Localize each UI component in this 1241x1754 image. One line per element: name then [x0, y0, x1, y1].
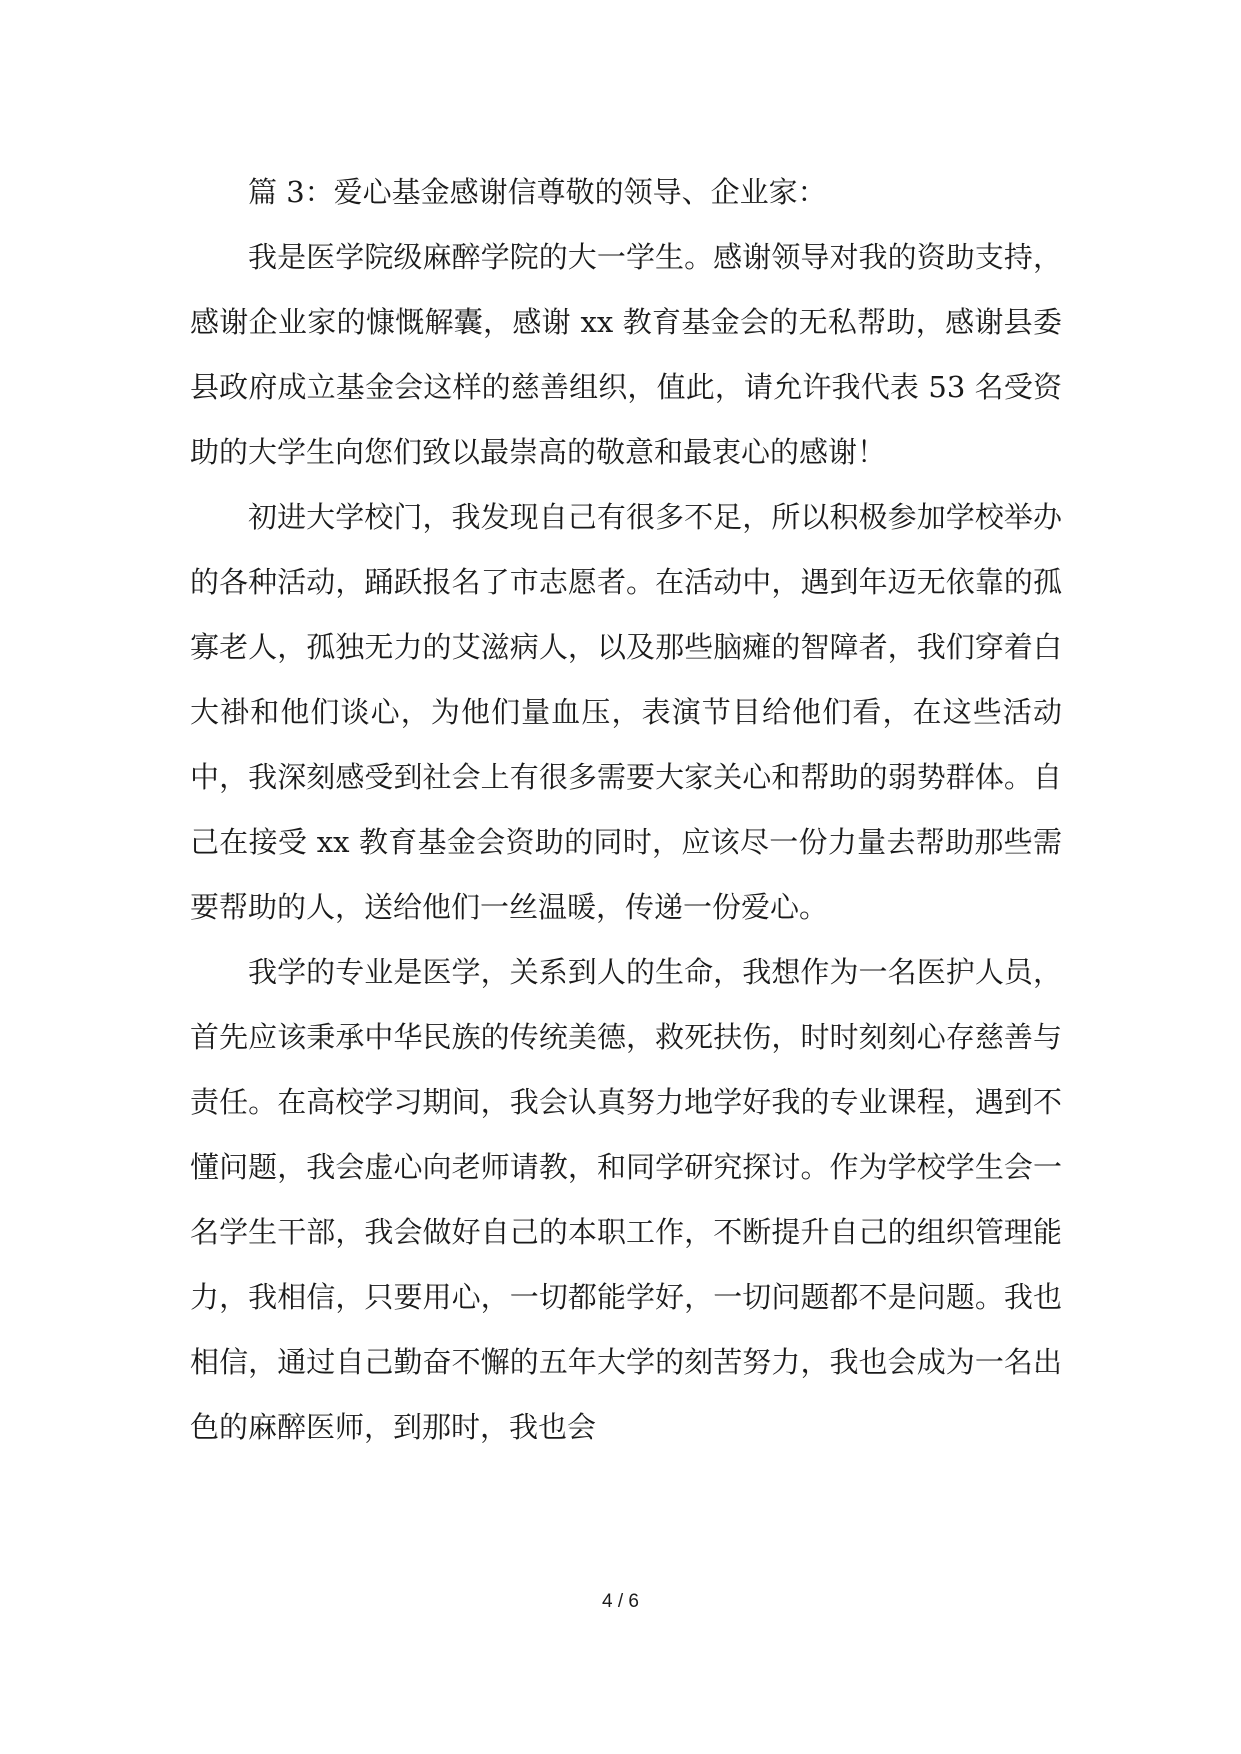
paragraph-2: 初进大学校门，我发现自己有很多不足，所以积极参加学校举办的各种活动，踊跃报名了市志愿者。在活动中，遇到年迈无依靠的孤寡老人，孤独无力的艾滋病人，以及那些脑瘫的智障者，我们穿着白大褂和他们谈心，为他们量血压，表演节目给他们看，在这些活动中，我深刻感受到社会上有很多需要大家关心和帮助的弱势群体。自己在接受 xx 教育基金会资助的同时，应该尽一份力量去帮助那些需要帮助的人，送给他们一丝温暖，传递一份爱心。 — [190, 500, 1062, 924]
page-number: 4 / 6 — [602, 1591, 639, 1612]
paragraph-1: 我是医学院级麻醉学院的大一学生。感谢领导对我的资助支持，感谢企业家的慷慨解囊，感谢 xx 教育基金会的无私帮助，感谢县委县政府成立基金会这样的慈善组织，值此，请允许我代表 53 名受资助的大学生向您们致以最崇高的敬意和最衷心的感谢！ — [190, 240, 1062, 469]
section-heading: 篇 3：爱心基金感谢信尊敬的领导、企业家： — [248, 175, 827, 209]
paragraph-3: 我学的专业是医学，关系到人的生命，我想作为一名医护人员，首先应该秉承中华民族的传统美德，救死扶伤，时时刻刻心存慈善与责任。在高校学习期间，我会认真努力地学好我的专业课程，遇到不懂问题，我会虚心向老师请教，和同学研究探讨。作为学校学生会一名学生干部，我会做好自己的本职工作，不断提升自己的组织管理能力，我相信，只要用心，一切都能学好，一切问题都不是问题。我也相信，通过自己勤奋不懈的五年大学的刻苦努力，我也会成为一名出色的麻醉医师，到那时，我也会 — [190, 955, 1062, 1444]
document-body — [190, 160, 1062, 1460]
